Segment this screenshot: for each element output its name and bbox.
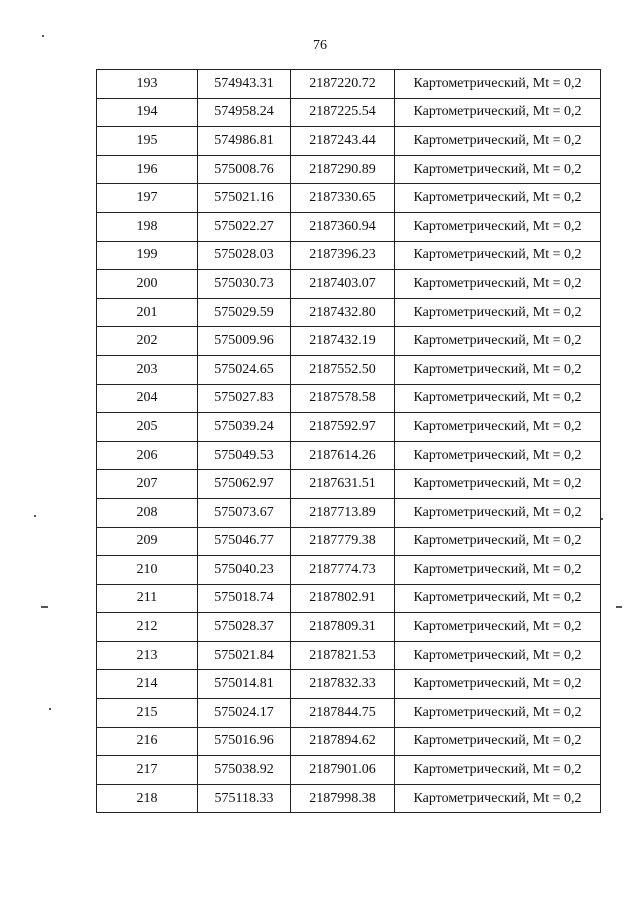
y-coordinate-cell: 2187432.19 bbox=[291, 327, 395, 356]
point-number-cell: 207 bbox=[97, 470, 198, 499]
x-coordinate-cell: 575024.17 bbox=[198, 699, 291, 728]
x-coordinate-cell: 575014.81 bbox=[198, 670, 291, 699]
point-number-cell: 216 bbox=[97, 727, 198, 756]
method-cell: Картометрический, Mt = 0,2 bbox=[395, 98, 601, 127]
y-coordinate-cell: 2187225.54 bbox=[291, 98, 395, 127]
point-number-cell: 200 bbox=[97, 270, 198, 299]
point-number-cell: 204 bbox=[97, 384, 198, 413]
method-cell: Картометрический, Mt = 0,2 bbox=[395, 413, 601, 442]
table-row bbox=[97, 441, 601, 470]
method-cell: Картометрический, Mt = 0,2 bbox=[395, 727, 601, 756]
x-coordinate-cell: 575038.92 bbox=[198, 756, 291, 785]
table-row bbox=[97, 70, 601, 99]
method-cell: Картометрический, Mt = 0,2 bbox=[395, 212, 601, 241]
table-row bbox=[97, 127, 601, 156]
table-row bbox=[97, 556, 601, 585]
table-row bbox=[97, 384, 601, 413]
y-coordinate-cell: 2187832.33 bbox=[291, 670, 395, 699]
y-coordinate-cell: 2187774.73 bbox=[291, 556, 395, 585]
table-row bbox=[97, 298, 601, 327]
y-coordinate-cell: 2187243.44 bbox=[291, 127, 395, 156]
method-cell: Картометрический, Mt = 0,2 bbox=[395, 441, 601, 470]
scan-mark bbox=[41, 606, 48, 608]
table-row bbox=[97, 270, 601, 299]
method-cell: Картометрический, Mt = 0,2 bbox=[395, 784, 601, 813]
point-number-cell: 209 bbox=[97, 527, 198, 556]
table-row bbox=[97, 98, 601, 127]
y-coordinate-cell: 2187552.50 bbox=[291, 355, 395, 384]
y-coordinate-cell: 2187578.58 bbox=[291, 384, 395, 413]
x-coordinate-cell: 575022.27 bbox=[198, 212, 291, 241]
table-row bbox=[97, 584, 601, 613]
y-coordinate-cell: 2187360.94 bbox=[291, 212, 395, 241]
y-coordinate-cell: 2187779.38 bbox=[291, 527, 395, 556]
x-coordinate-cell: 575073.67 bbox=[198, 498, 291, 527]
point-number-cell: 199 bbox=[97, 241, 198, 270]
method-cell: Картометрический, Mt = 0,2 bbox=[395, 355, 601, 384]
method-cell: Картометрический, Mt = 0,2 bbox=[395, 470, 601, 499]
table-row bbox=[97, 727, 601, 756]
method-cell: Картометрический, Mt = 0,2 bbox=[395, 384, 601, 413]
table-row bbox=[97, 155, 601, 184]
table-row bbox=[97, 413, 601, 442]
point-number-cell: 205 bbox=[97, 413, 198, 442]
y-coordinate-cell: 2187713.89 bbox=[291, 498, 395, 527]
y-coordinate-cell: 2187330.65 bbox=[291, 184, 395, 213]
method-cell: Картометрический, Mt = 0,2 bbox=[395, 270, 601, 299]
method-cell: Картометрический, Mt = 0,2 bbox=[395, 584, 601, 613]
table-row bbox=[97, 613, 601, 642]
method-cell: Картометрический, Mt = 0,2 bbox=[395, 70, 601, 99]
x-coordinate-cell: 575027.83 bbox=[198, 384, 291, 413]
table-row bbox=[97, 641, 601, 670]
method-cell: Картометрический, Mt = 0,2 bbox=[395, 155, 601, 184]
y-coordinate-cell: 2187220.72 bbox=[291, 70, 395, 99]
x-coordinate-cell: 575018.74 bbox=[198, 584, 291, 613]
point-number-cell: 213 bbox=[97, 641, 198, 670]
method-cell: Картометрический, Mt = 0,2 bbox=[395, 241, 601, 270]
x-coordinate-cell: 575024.65 bbox=[198, 355, 291, 384]
y-coordinate-cell: 2187809.31 bbox=[291, 613, 395, 642]
x-coordinate-cell: 575029.59 bbox=[198, 298, 291, 327]
x-coordinate-cell: 575040.23 bbox=[198, 556, 291, 585]
point-number-cell: 206 bbox=[97, 441, 198, 470]
table-row bbox=[97, 212, 601, 241]
x-coordinate-cell: 575046.77 bbox=[198, 527, 291, 556]
scan-mark bbox=[42, 35, 44, 37]
x-coordinate-cell: 574943.31 bbox=[198, 70, 291, 99]
scan-mark bbox=[601, 518, 603, 520]
method-cell: Картометрический, Mt = 0,2 bbox=[395, 327, 601, 356]
point-number-cell: 196 bbox=[97, 155, 198, 184]
y-coordinate-cell: 2187802.91 bbox=[291, 584, 395, 613]
x-coordinate-cell: 575008.76 bbox=[198, 155, 291, 184]
table-row bbox=[97, 784, 601, 813]
point-number-cell: 218 bbox=[97, 784, 198, 813]
x-coordinate-cell: 575039.24 bbox=[198, 413, 291, 442]
y-coordinate-cell: 2187396.23 bbox=[291, 241, 395, 270]
table-row bbox=[97, 184, 601, 213]
table-row bbox=[97, 327, 601, 356]
y-coordinate-cell: 2187614.26 bbox=[291, 441, 395, 470]
point-number-cell: 194 bbox=[97, 98, 198, 127]
x-coordinate-cell: 575021.84 bbox=[198, 641, 291, 670]
table-row bbox=[97, 527, 601, 556]
coordinates-table bbox=[96, 69, 601, 813]
x-coordinate-cell: 575049.53 bbox=[198, 441, 291, 470]
y-coordinate-cell: 2187844.75 bbox=[291, 699, 395, 728]
point-number-cell: 195 bbox=[97, 127, 198, 156]
point-number-cell: 203 bbox=[97, 355, 198, 384]
method-cell: Картометрический, Mt = 0,2 bbox=[395, 556, 601, 585]
x-coordinate-cell: 574986.81 bbox=[198, 127, 291, 156]
method-cell: Картометрический, Mt = 0,2 bbox=[395, 699, 601, 728]
y-coordinate-cell: 2187998.38 bbox=[291, 784, 395, 813]
table-row bbox=[97, 756, 601, 785]
table-row bbox=[97, 498, 601, 527]
y-coordinate-cell: 2187894.62 bbox=[291, 727, 395, 756]
table-body bbox=[97, 70, 601, 813]
y-coordinate-cell: 2187290.89 bbox=[291, 155, 395, 184]
method-cell: Картометрический, Mt = 0,2 bbox=[395, 756, 601, 785]
x-coordinate-cell: 575016.96 bbox=[198, 727, 291, 756]
point-number-cell: 197 bbox=[97, 184, 198, 213]
y-coordinate-cell: 2187403.07 bbox=[291, 270, 395, 299]
x-coordinate-cell: 574958.24 bbox=[198, 98, 291, 127]
point-number-cell: 212 bbox=[97, 613, 198, 642]
scan-mark bbox=[34, 515, 36, 517]
table-row bbox=[97, 670, 601, 699]
x-coordinate-cell: 575009.96 bbox=[198, 327, 291, 356]
point-number-cell: 201 bbox=[97, 298, 198, 327]
y-coordinate-cell: 2187592.97 bbox=[291, 413, 395, 442]
point-number-cell: 211 bbox=[97, 584, 198, 613]
method-cell: Картометрический, Mt = 0,2 bbox=[395, 613, 601, 642]
point-number-cell: 215 bbox=[97, 699, 198, 728]
method-cell: Картометрический, Mt = 0,2 bbox=[395, 527, 601, 556]
table-row bbox=[97, 699, 601, 728]
y-coordinate-cell: 2187901.06 bbox=[291, 756, 395, 785]
point-number-cell: 217 bbox=[97, 756, 198, 785]
method-cell: Картометрический, Mt = 0,2 bbox=[395, 298, 601, 327]
x-coordinate-cell: 575028.03 bbox=[198, 241, 291, 270]
page-number: 76 bbox=[313, 38, 327, 53]
y-coordinate-cell: 2187631.51 bbox=[291, 470, 395, 499]
x-coordinate-cell: 575021.16 bbox=[198, 184, 291, 213]
scan-mark bbox=[616, 606, 622, 608]
x-coordinate-cell: 575028.37 bbox=[198, 613, 291, 642]
point-number-cell: 210 bbox=[97, 556, 198, 585]
method-cell: Картометрический, Mt = 0,2 bbox=[395, 127, 601, 156]
method-cell: Картометрический, Mt = 0,2 bbox=[395, 498, 601, 527]
table-row bbox=[97, 241, 601, 270]
point-number-cell: 214 bbox=[97, 670, 198, 699]
method-cell: Картометрический, Mt = 0,2 bbox=[395, 670, 601, 699]
table-row bbox=[97, 470, 601, 499]
method-cell: Картометрический, Mt = 0,2 bbox=[395, 641, 601, 670]
y-coordinate-cell: 2187821.53 bbox=[291, 641, 395, 670]
y-coordinate-cell: 2187432.80 bbox=[291, 298, 395, 327]
point-number-cell: 193 bbox=[97, 70, 198, 99]
point-number-cell: 202 bbox=[97, 327, 198, 356]
scan-mark bbox=[49, 708, 51, 710]
table-row bbox=[97, 355, 601, 384]
x-coordinate-cell: 575030.73 bbox=[198, 270, 291, 299]
x-coordinate-cell: 575118.33 bbox=[198, 784, 291, 813]
point-number-cell: 198 bbox=[97, 212, 198, 241]
method-cell: Картометрический, Mt = 0,2 bbox=[395, 184, 601, 213]
point-number-cell: 208 bbox=[97, 498, 198, 527]
x-coordinate-cell: 575062.97 bbox=[198, 470, 291, 499]
